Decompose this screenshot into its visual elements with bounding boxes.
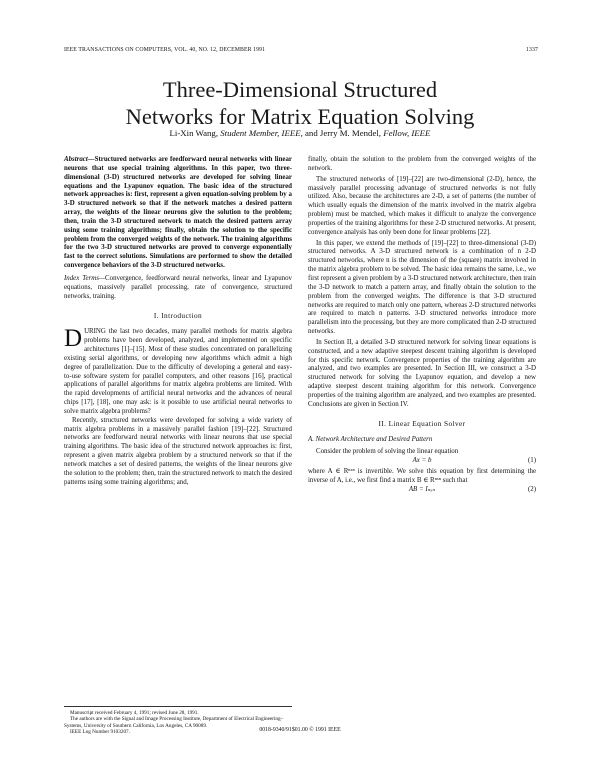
equation-2-body: AB = Iₙₓₙ bbox=[408, 485, 436, 493]
footnote-log-number: IEEE Log Number 9103207. bbox=[70, 728, 130, 735]
author-2: and Jerry M. Mendel, bbox=[305, 128, 381, 138]
drop-cap: D bbox=[64, 325, 83, 353]
title-line-2: Networks for Matrix Equation Solving bbox=[125, 104, 475, 129]
equation-1-body: Ax = b bbox=[412, 457, 432, 465]
intro-paragraph-4: The structured networks of [19]–[22] are two-dimensional (2-D), hence, the massively parallel processing advantage of structured networks is not fully utilized. Also, because the architectures are 2-D, a set of patterns (the number of which usually equals the dimension of the matrix involved in the matrix algebra problem) must be matched, which makes it difficult to analyze the convergence properties of the training algorithms for these 2-D structured networks. At present, convergence analysis has only been done for linear problems [22]. bbox=[308, 175, 536, 236]
intro-paragraph-6: In Section II, a detailed 3-D structured network for solving linear equations is constructed, and a new adaptive steepest descent training algorithm is developed for this specific network. Convergence properties of the training algorithm are analyzed, and two examples are presented. In Section III, we construct a 3-D structured network for solving the Lyapunov equation, and develop a new adaptive steepest descent training algorithm for this network. Convergence properties of the training algorithm are analyzed, and two examples are presented. Conclusions are given in Section IV. bbox=[308, 338, 536, 408]
right-column bbox=[308, 156, 536, 497]
equation-2-number: (2) bbox=[527, 485, 536, 493]
footnote-affiliation: The authors are with the Signal and Image Processing Institute, Department of Electrical Engineering–Systems, University of Southern California, Los Angeles, CA 90089. bbox=[64, 716, 284, 729]
equation-2 bbox=[308, 486, 536, 497]
copyright-line: 0018-9340/91$01.00 © 1991 IEEE bbox=[259, 727, 341, 733]
section2-paragraph-1: Consider the problem of solving the linear equation bbox=[316, 448, 459, 456]
abstract bbox=[64, 156, 292, 271]
subsection-heading: A. Network Architecture and Desired Pattern bbox=[308, 436, 433, 444]
section-heading-linear-solver: II. Linear Equation Solver bbox=[378, 418, 466, 428]
author-line bbox=[0, 128, 600, 138]
equation-1-number: (1) bbox=[527, 457, 536, 465]
section-heading-introduction: I. Introduction bbox=[153, 310, 203, 320]
index-terms-label: Index Terms— bbox=[64, 274, 106, 282]
page-number: 1337 bbox=[526, 47, 538, 53]
left-column bbox=[64, 156, 292, 488]
author-1-role: Student Member, IEEE, bbox=[220, 128, 303, 138]
intro-paragraph-2: Recently, structured networks were developed for solving a wide variety of matrix algebra problems in a massively parallel fashion [19]–[22]. Structured networks are feedforward neural networks with linear neurons that use special training algorithms. The basic idea of the structured network approaches is: first, represent a given matrix algebra problem by a structured network so that if the network matches a set of desired patterns, the weights of the linear neurons give the solution to the problem; then, train the structured network to match the desired patterns using some training algorithms; and, bbox=[64, 416, 292, 486]
index-terms bbox=[64, 275, 292, 302]
author-2-role: Fellow, IEEE bbox=[383, 128, 431, 138]
intro-paragraph-1-text: URING the last two decades, many parallel methods for matrix algebra problems have been developed, analyzed, and implemented on specific architectures [1]–[15]. Most of these studies concentrated on parallelizing existing serial algorithms, or developing new algorithms which admit a high degree of parallelization. Due to the difficulty of developing a general and easy-to-use software system for parallel computers, and other reasons [16], practical applications of parallel algorithms for matrix algebra problems are limited. With the rapid developments of artificial neural networks and the advances of neural chips [17], [18], one may ask: is it possible to use artificial neural networks to solve matrix algebra problems? bbox=[64, 328, 292, 415]
equation-1 bbox=[308, 457, 536, 468]
intro-paragraph-3: finally, obtain the solution to the problem from the converged weights of the network. bbox=[308, 156, 536, 172]
section2-paragraph-2: where A ∈ Rⁿˣⁿ is invertible. We solve this equation by first determining the inverse of A, i.e., we first find a matrix B ∈ Rⁿˣⁿ such that bbox=[308, 468, 536, 484]
abstract-text: Structured networks are feedforward neural networks with linear neurons that use special training algorithms. In this paper, two three-dimensional (3-D) structured networks are developed for solving linear equations and the Lyapunov equation. The basic idea of the structured network approaches is: first, represent a given equation-solving problem by a 3-D structured network so that if the network matches a desired pattern array, the weights of the linear neurons give the solution to the problem; then, train the 3-D structured network to match the desired pattern array using some training algorithms; finally, obtain the solution to the specific problem from the converged weights of the network. The training algorithms for the two 3-D structured networks are proved to converge exponentially fast to the correct solutions. Simulations are performed to show the detailed convergence behaviors of the 3-D structured networks. bbox=[64, 156, 292, 270]
intro-paragraph-5: In this paper, we extend the methods of [19]–[22] to three-dimensional (3-D) structured networks. A 3-D structured network is a combination of n 2-D structured networks, where n is the dimension of the (square) matrix involved in the matrix algebra problem to be solved. The basic idea remains the same, i.e., we first represent a given problem by a 3-D structured network architecture, then train the 3-D network to match a pattern array, and finally obtain the solution to the problem from the converged weights. The difference is that 3-D structured networks are required to match only one pattern, whereas 2-D structured networks are required to match n patterns. 3-D structured networks introduce more parallelism into the processing, but they are more complicated than 2-D structured networks. bbox=[308, 239, 536, 336]
index-terms-text: Convergence, feedforward neural networks, linear and Lyapunov equations, massively parallel processing, rate of convergence, structured networks, training. bbox=[64, 274, 292, 300]
abstract-label: Abstract— bbox=[64, 156, 95, 163]
journal-citation: IEEE TRANSACTIONS ON COMPUTERS, VOL. 40, NO. 12, DECEMBER 1991 bbox=[64, 47, 266, 53]
intro-paragraph-1 bbox=[64, 325, 292, 416]
footnote-received: Manuscript received February 4, 1991; revised June 28, 1991. bbox=[70, 710, 199, 716]
title-line-1: Three-Dimensional Structured bbox=[162, 77, 438, 102]
paper-title bbox=[0, 76, 600, 130]
author-1: Li-Xin Wang, bbox=[169, 128, 219, 138]
